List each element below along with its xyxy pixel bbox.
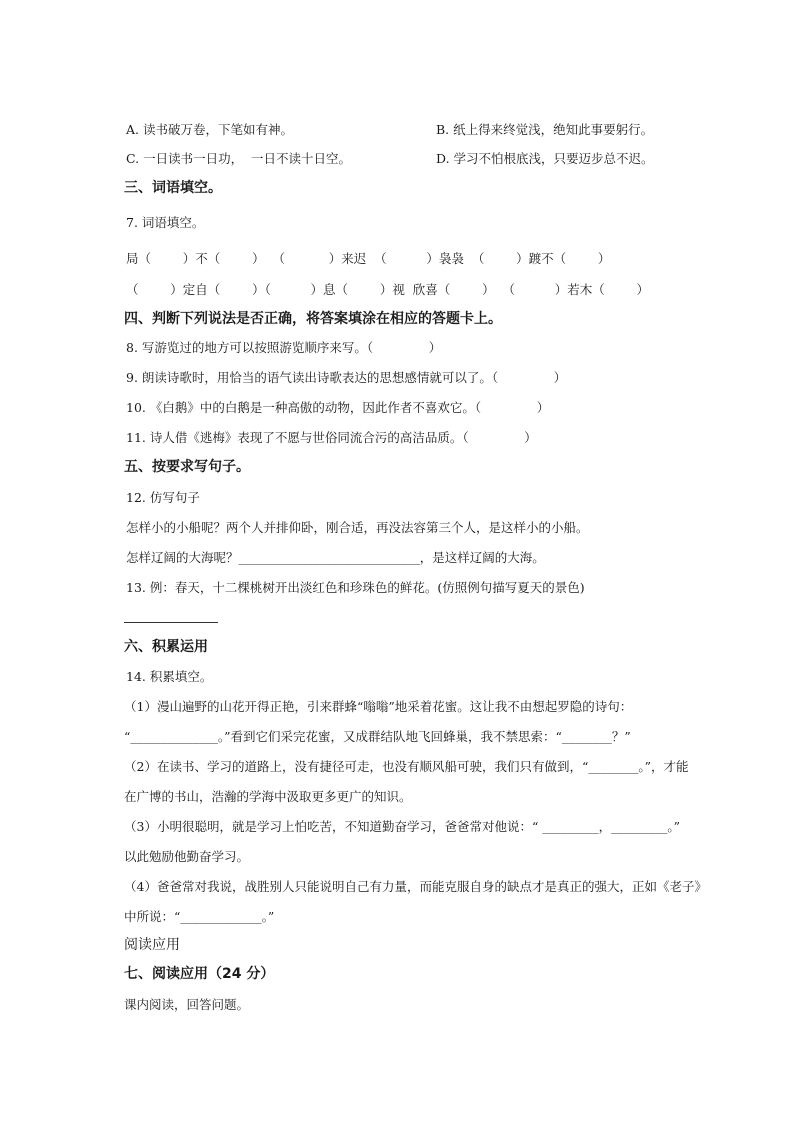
section-heading-4: 四、判断下列说法是否正确，将答案填涂在相应的答题卡上。 <box>124 311 502 327</box>
section-heading-6: 六、积累运用 <box>124 639 208 655</box>
question-14-part-1-line-2: “______________。”看到它们采完花蜜，又成群结队地飞回蜂巢，我不禁思索：“________？” <box>124 729 631 744</box>
option-b: B. 纸上得来终觉浅，绝知此事要躬行。 <box>436 122 654 137</box>
question-14-title: 14. 积累填空。 <box>126 669 213 684</box>
question-11: 11. 诗人借《逃梅》表现了不愿与世俗同流合污的高洁品质。（ ） <box>126 430 537 445</box>
question-7-row-2: （ ）定自（ ）（ ）息（ ）视 欣喜（ ） （ ）若木（ ） <box>126 282 650 297</box>
question-14-part-3-line-2: 以此勉励他勤奋学习。 <box>124 849 250 864</box>
question-14-part-3-line-1: （3）小明很聪明，就是学习上怕吃苦，不知道勤奋学习，爸爸常对他说：“ _________，_________。” <box>124 819 680 834</box>
section-heading-3: 三、词语填空。 <box>124 180 222 196</box>
question-10: 10. 《白鹅》中的白鹅是一种高傲的动物，因此作者不喜欢它。（ ） <box>126 400 550 415</box>
question-9: 9. 朗读诗歌时，用恰当的语气读出诗歌表达的思想感情就可以了。（ ） <box>126 370 567 385</box>
answer-line <box>124 622 218 623</box>
option-a: A. 读书破万卷，下笔如有神。 <box>126 122 293 137</box>
question-12-title: 12. 仿写句子 <box>126 490 200 505</box>
question-14-part-4-line-2: 中所说：“_____________。” <box>124 909 275 924</box>
question-8: 8. 写游览过的地方可以按照游览顺序来写。（ ） <box>126 340 442 355</box>
question-12-example: 怎样小的小船呢？两个人并排仰卧，刚合适，再没法容第三个人，是这样小的小船。 <box>126 520 589 535</box>
section-heading-5: 五、按要求写句子。 <box>124 459 250 475</box>
option-c: C. 一日读书一日功， 一日不读十日空。 <box>126 151 352 166</box>
option-d: D. 学习不怕根底浅，只要迈步总不迟。 <box>436 151 654 166</box>
question-13: 13. 例：春天，十二棵桃树开出淡红色和珍珠色的鲜花。(仿照例句描写夏天的景色) <box>126 580 585 595</box>
question-14-part-2-line-2: 在广博的书山，浩瀚的学海中汲取更多更广的知识。 <box>124 789 412 804</box>
question-14-part-1-line-1: （1）漫山遍野的山花开得正艳，引来群蜂“嗡嗡”地采着花蜜。这让我不由想起罗隐的诗句： <box>124 699 633 714</box>
question-14-part-4-line-1: （4）爸爸常对我说，战胜别人只能说明自己有力量，而能克服自身的缺点才是真正的强大，正如《老子》 <box>124 879 707 894</box>
question-12-blank: 怎样辽阔的大海呢？_____________________________，是这样辽阔的大海。 <box>126 550 545 565</box>
question-7-row-1: 局（ ）不（ ） （ ）来迟 （ ）袅袅 （ ）踱不（ ） <box>126 251 611 266</box>
reading-heading: 阅读应用 <box>124 937 180 953</box>
reading-intro: 课内阅读，回答问题。 <box>124 997 250 1012</box>
section-heading-7: 七、阅读应用（24 分） <box>124 966 275 982</box>
question-7-title: 7. 词语填空。 <box>126 215 205 230</box>
question-14-part-2-line-1: （2）在读书、学习的道路上，没有捷径可走，也没有顺风船可驶，我们只有做到，“________。”，才能 <box>124 759 689 774</box>
